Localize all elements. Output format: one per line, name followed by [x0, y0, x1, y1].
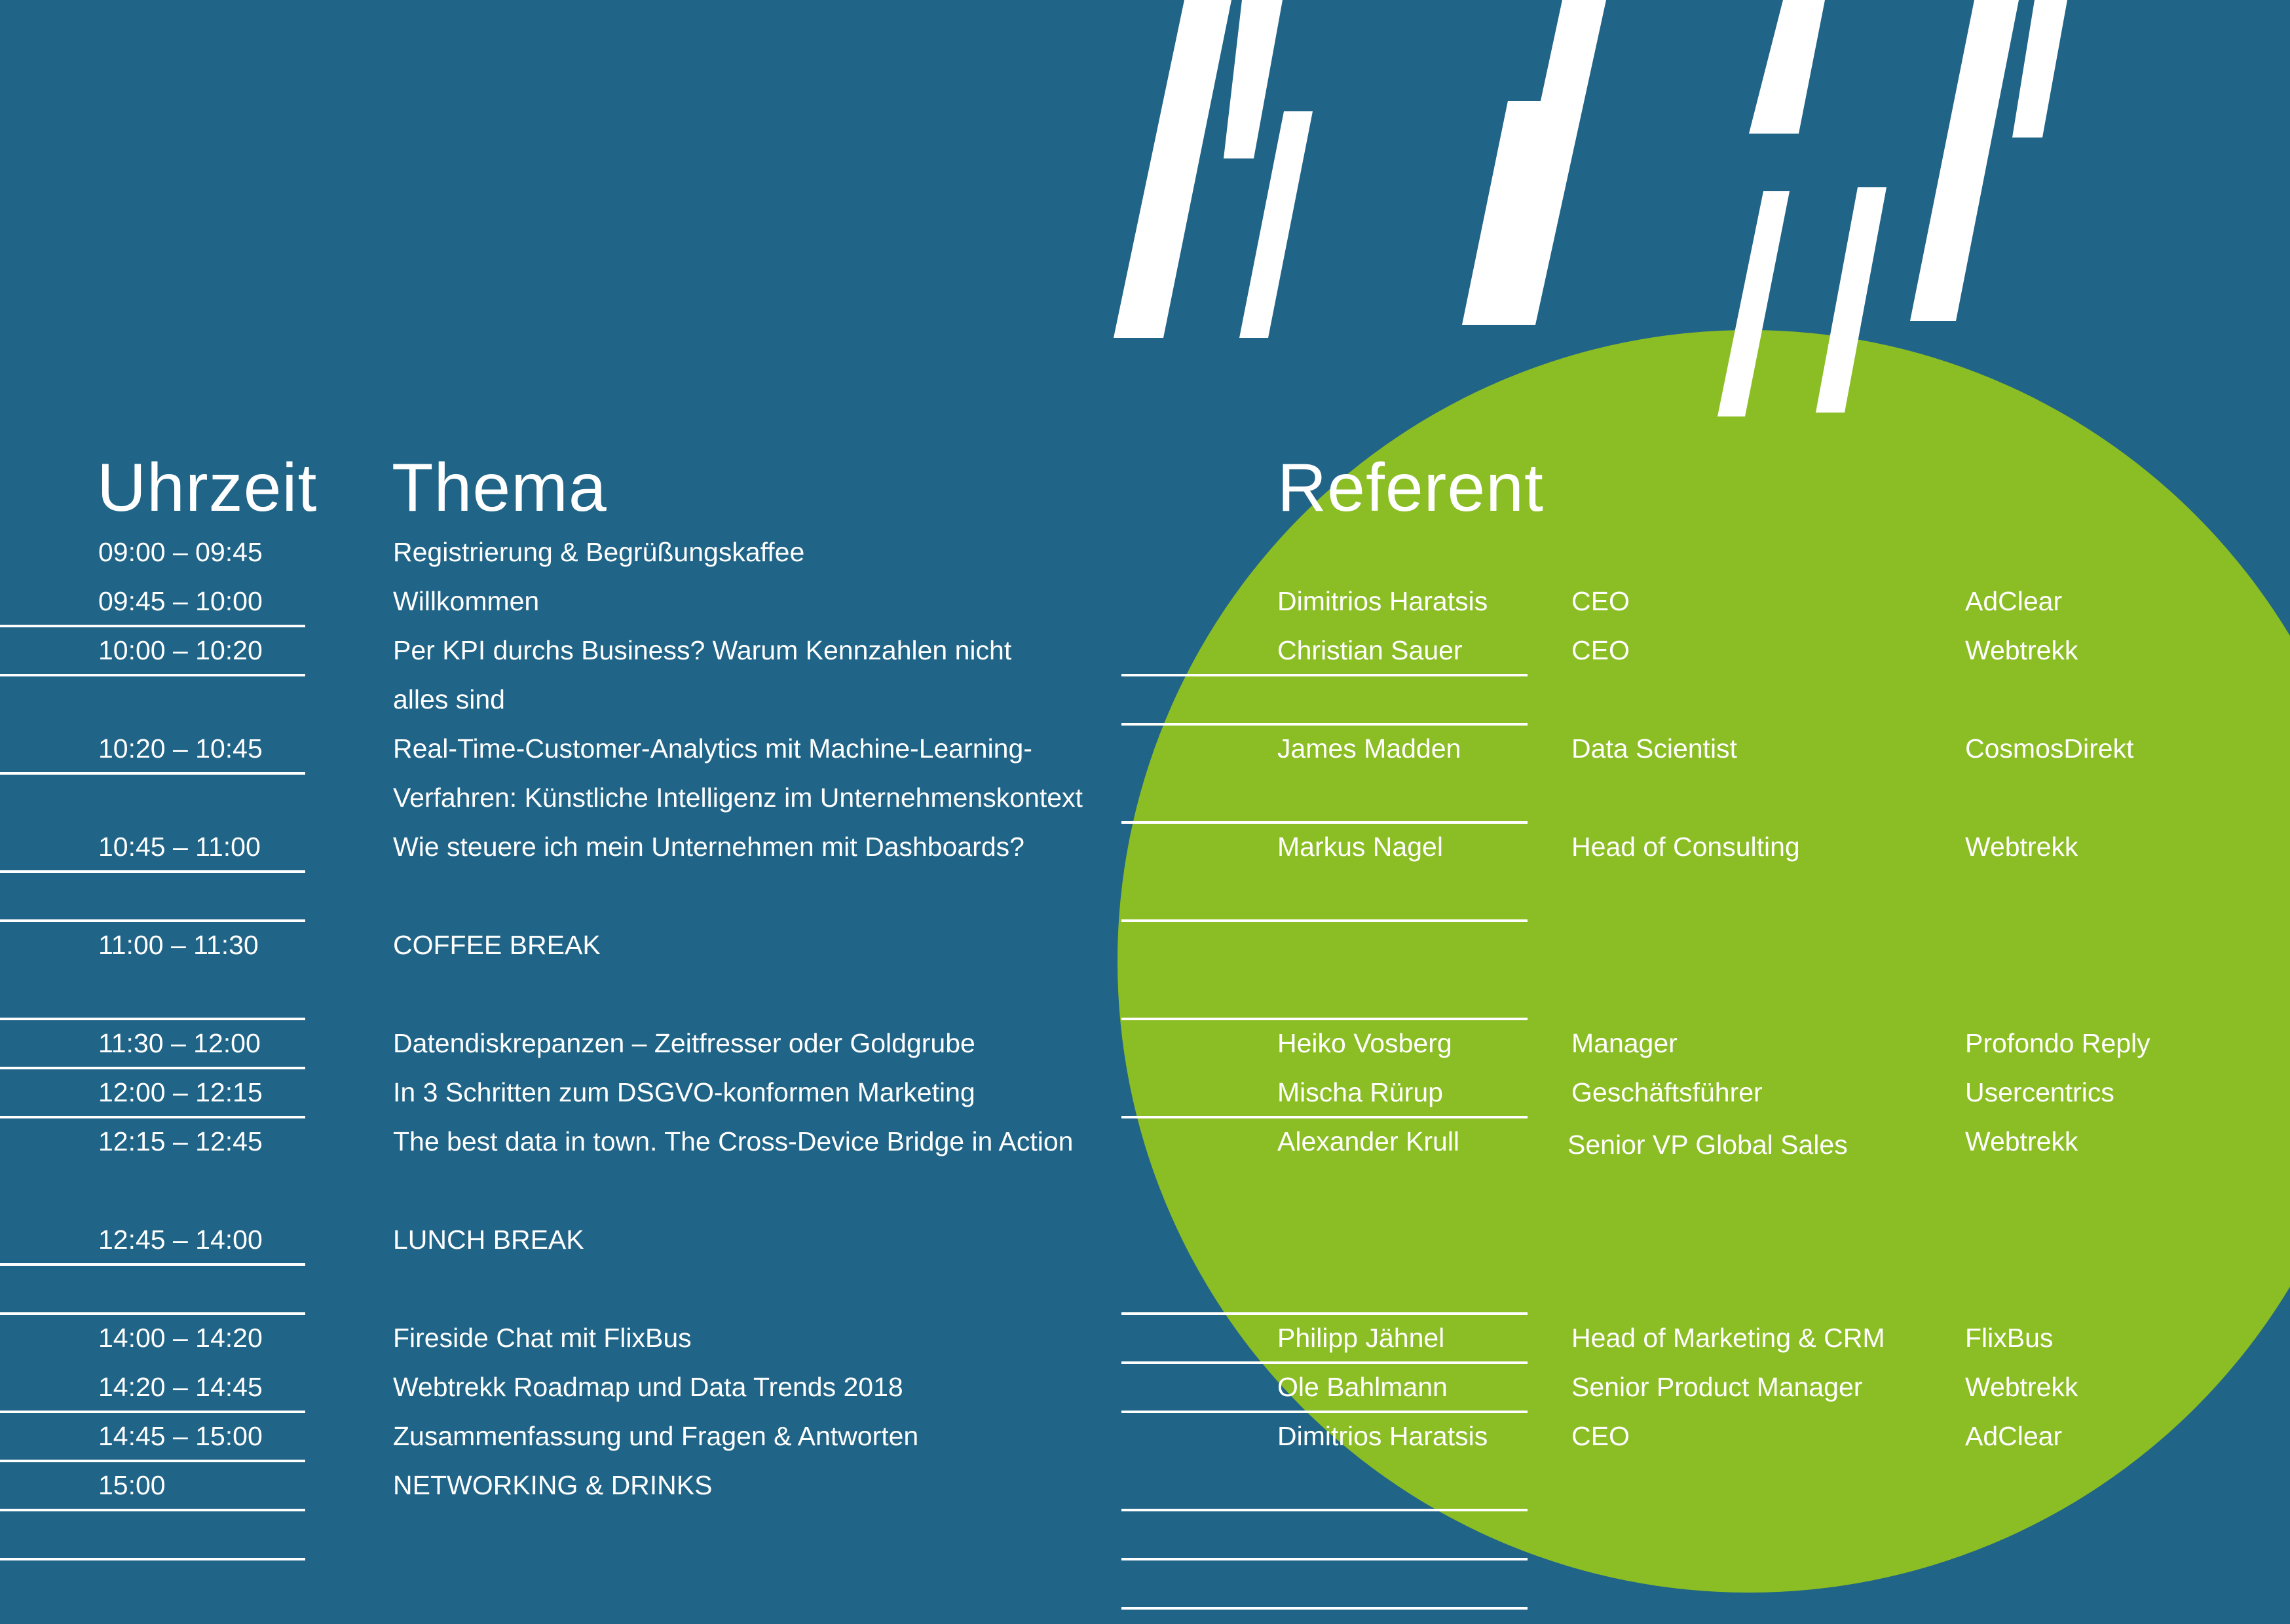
row-company: Webtrekk	[1965, 832, 2078, 862]
row-time: 14:20 – 14:45	[98, 1372, 263, 1402]
row-time: 09:00 – 09:45	[98, 537, 263, 567]
row-company: Usercentrics	[1965, 1077, 2114, 1107]
row-divider	[0, 1509, 305, 1511]
row-time: 10:20 – 10:45	[98, 733, 263, 764]
row-divider	[1121, 1116, 1528, 1118]
row-speaker: Alexander Krull	[1277, 1126, 1460, 1156]
row-role: CEO	[1571, 635, 1630, 665]
row-divider	[0, 1312, 305, 1315]
row-time: 14:45 – 15:00	[98, 1421, 263, 1451]
row-speaker: Mischa Rürup	[1277, 1077, 1443, 1107]
row-speaker: Dimitrios Haratsis	[1277, 1421, 1488, 1451]
row-divider	[1121, 1558, 1528, 1560]
row-topic: In 3 Schritten zum DSGVO-konformen Marketing	[393, 1077, 975, 1107]
row-company: FlixBus	[1965, 1323, 2054, 1353]
row-speaker: Markus Nagel	[1277, 832, 1443, 862]
row-divider	[0, 1460, 305, 1462]
row-time: 12:00 – 12:15	[98, 1077, 263, 1107]
stripe-1	[1114, 0, 1231, 338]
row-role: Head of Marketing & CRM	[1571, 1323, 1885, 1353]
row-divider	[1121, 1361, 1528, 1364]
row-divider	[0, 1116, 305, 1118]
row-divider	[1121, 1411, 1528, 1413]
row-topic: Fireside Chat mit FlixBus	[393, 1323, 692, 1353]
row-time: 11:00 – 11:30	[98, 930, 259, 960]
row-divider	[0, 772, 305, 775]
row-divider	[0, 1018, 305, 1020]
row-time: 12:45 – 14:00	[98, 1225, 263, 1255]
row-role: Head of Consulting	[1571, 832, 1800, 862]
row-topic: NETWORKING & DRINKS	[393, 1470, 713, 1500]
row-role: Senior VP Global Sales	[1567, 1130, 1848, 1160]
row-role: CEO	[1571, 1421, 1630, 1451]
row-speaker: Dimitrios Haratsis	[1277, 586, 1488, 616]
row-divider	[1121, 674, 1528, 676]
row-topic: Webtrekk Roadmap und Data Trends 2018	[393, 1372, 903, 1402]
row-topic: Willkommen	[393, 586, 540, 616]
header-speaker: Referent	[1277, 450, 1544, 526]
row-divider	[0, 919, 305, 922]
row-divider	[0, 1411, 305, 1413]
row-divider	[0, 674, 305, 676]
row-topic: LUNCH BREAK	[393, 1225, 584, 1255]
row-speaker: James Madden	[1277, 733, 1461, 764]
row-topic: COFFEE BREAK	[393, 930, 601, 960]
row-time: 10:00 – 10:20	[98, 635, 263, 665]
row-topic: Wie steuere ich mein Unternehmen mit Dashboards?	[393, 832, 1024, 862]
row-divider	[1121, 723, 1528, 726]
header-time: Uhrzeit	[97, 450, 318, 526]
row-role: Data Scientist	[1571, 733, 1737, 764]
row-company: CosmosDirekt	[1965, 733, 2134, 764]
row-speaker: Heiko Vosberg	[1277, 1028, 1452, 1058]
row-divider	[1121, 1312, 1528, 1315]
row-divider	[1121, 821, 1528, 824]
row-divider	[1121, 1607, 1528, 1610]
stripe-2	[1224, 0, 1283, 158]
row-divider	[1121, 1018, 1528, 1020]
row-topic: Zusammenfassung und Fragen & Antworten	[393, 1421, 919, 1451]
row-role: Manager	[1571, 1028, 1678, 1058]
stripe-8	[1910, 0, 2019, 321]
row-topic: Datendiskrepanzen – Zeitfresser oder Goldgrube	[393, 1028, 975, 1058]
row-topic: Registrierung & Begrüßungskaffee	[393, 537, 805, 567]
row-divider	[0, 1067, 305, 1069]
row-company: Profondo Reply	[1965, 1028, 2150, 1058]
stripe-4	[1462, 0, 1606, 325]
row-divider	[0, 1558, 305, 1560]
row-company: Webtrekk	[1965, 1372, 2078, 1402]
row-role: CEO	[1571, 586, 1630, 616]
row-time: 15:00	[98, 1470, 166, 1500]
row-topic: The best data in town. The Cross-Device Bridge in Action	[393, 1126, 1074, 1156]
row-divider	[1121, 919, 1528, 922]
row-role: Geschäftsführer	[1571, 1077, 1763, 1107]
row-topic: alles sind	[393, 684, 505, 714]
row-company: Webtrekk	[1965, 1126, 2078, 1156]
stripe-7	[1816, 187, 1886, 413]
row-speaker: Philipp Jähnel	[1277, 1323, 1445, 1353]
row-divider	[0, 1263, 305, 1266]
row-divider	[0, 870, 305, 873]
row-divider	[0, 625, 305, 627]
stripe-5	[1749, 0, 1825, 134]
row-speaker: Ole Bahlmann	[1277, 1372, 1448, 1402]
row-company: AdClear	[1965, 1421, 2063, 1451]
row-speaker: Christian Sauer	[1277, 635, 1463, 665]
row-company: AdClear	[1965, 586, 2063, 616]
row-topic: Per KPI durchs Business? Warum Kennzahlen nicht	[393, 635, 1012, 665]
stripe-9	[2012, 0, 2067, 138]
stripe-6	[1718, 191, 1790, 416]
row-time: 10:45 – 11:00	[98, 832, 261, 862]
row-topic: Real-Time-Customer-Analytics mit Machine-Learning-	[393, 733, 1032, 764]
row-role: Senior Product Manager	[1571, 1372, 1863, 1402]
row-topic: Verfahren: Künstliche Intelligenz im Unternehmenskontext	[393, 783, 1083, 813]
row-time: 09:45 – 10:00	[98, 586, 263, 616]
row-time: 11:30 – 12:00	[98, 1028, 261, 1058]
row-time: 14:00 – 14:20	[98, 1323, 263, 1353]
row-divider	[1121, 1509, 1528, 1511]
header-topic: Thema	[392, 450, 607, 526]
row-time: 12:15 – 12:45	[98, 1126, 263, 1156]
row-company: Webtrekk	[1965, 635, 2078, 665]
